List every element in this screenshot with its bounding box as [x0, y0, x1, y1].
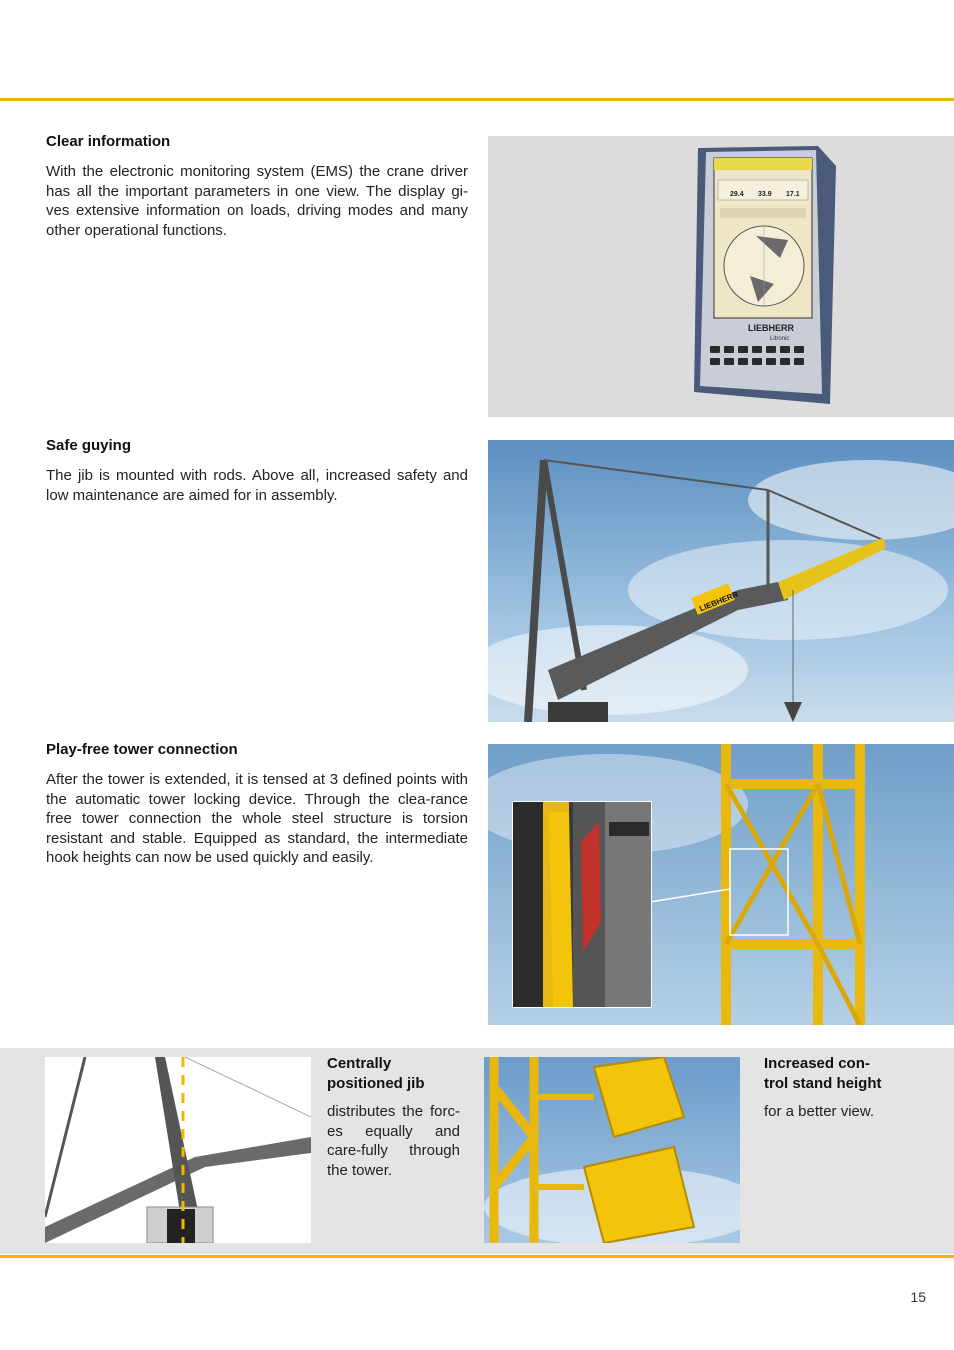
section-body-play-free: After the tower is extended, it is tensed at 3 defined points with the automatic tower locking device. Through the clea-rance free tower connection the whole steel structure is torsion resistant and stable. Equipped as standard, the intermediate hook heights can now be used quickly and easily.	[46, 771, 468, 866]
feature-title-central-jib	[327, 1054, 425, 1094]
control-stand-photo	[484, 1057, 740, 1243]
display-reading-1: 29.4	[730, 191, 744, 198]
feature-title-control-stand-line1: Increased con-	[764, 1055, 870, 1072]
display-sub: Litronic	[770, 336, 790, 342]
display-reading-3: 17.1	[786, 191, 800, 198]
display-reading-2: 33.9	[758, 191, 772, 198]
feature-title-control-stand-line2: trol stand height	[764, 1075, 882, 1092]
bottom-accent-rule	[0, 1255, 954, 1258]
top-accent-rule	[0, 98, 954, 101]
crane-jib-photo	[488, 440, 954, 722]
feature-title-central-jib-line2: positioned jib	[327, 1075, 425, 1092]
section-title-play-free: Play-free tower connection	[46, 741, 238, 758]
section-body-clear-information: With the electronic monitoring system (EMS) the crane driver has all the important parameters in one view. The display gi-ves extensive information on loads, driving modes and many other operational functions.	[46, 163, 468, 239]
display-brand: LIEBHERR	[748, 323, 795, 333]
section-title-safe-guying: Safe guying	[46, 437, 132, 454]
page-number: 15	[910, 1289, 926, 1305]
feature-body-control-stand: for a better view.	[764, 1103, 875, 1120]
feature-body-central-jib: distributes the forc-es equally and care-fully through the tower.	[327, 1103, 460, 1179]
central-jib-render	[45, 1057, 311, 1243]
section-title-clear-information: Clear information	[46, 133, 171, 150]
jib-sign-text: LIEBHERR	[698, 589, 740, 614]
tower-connection-inset	[512, 801, 652, 1008]
ems-display-photo	[488, 136, 954, 417]
feature-title-central-jib-line1: Centrally	[327, 1055, 392, 1072]
feature-title-control-stand	[764, 1054, 882, 1094]
tower-connection-photo	[488, 744, 954, 1025]
section-body-safe-guying: The jib is mounted with rods. Above all, increased safety and low maintenance are aimed for in assembly.	[46, 467, 468, 504]
